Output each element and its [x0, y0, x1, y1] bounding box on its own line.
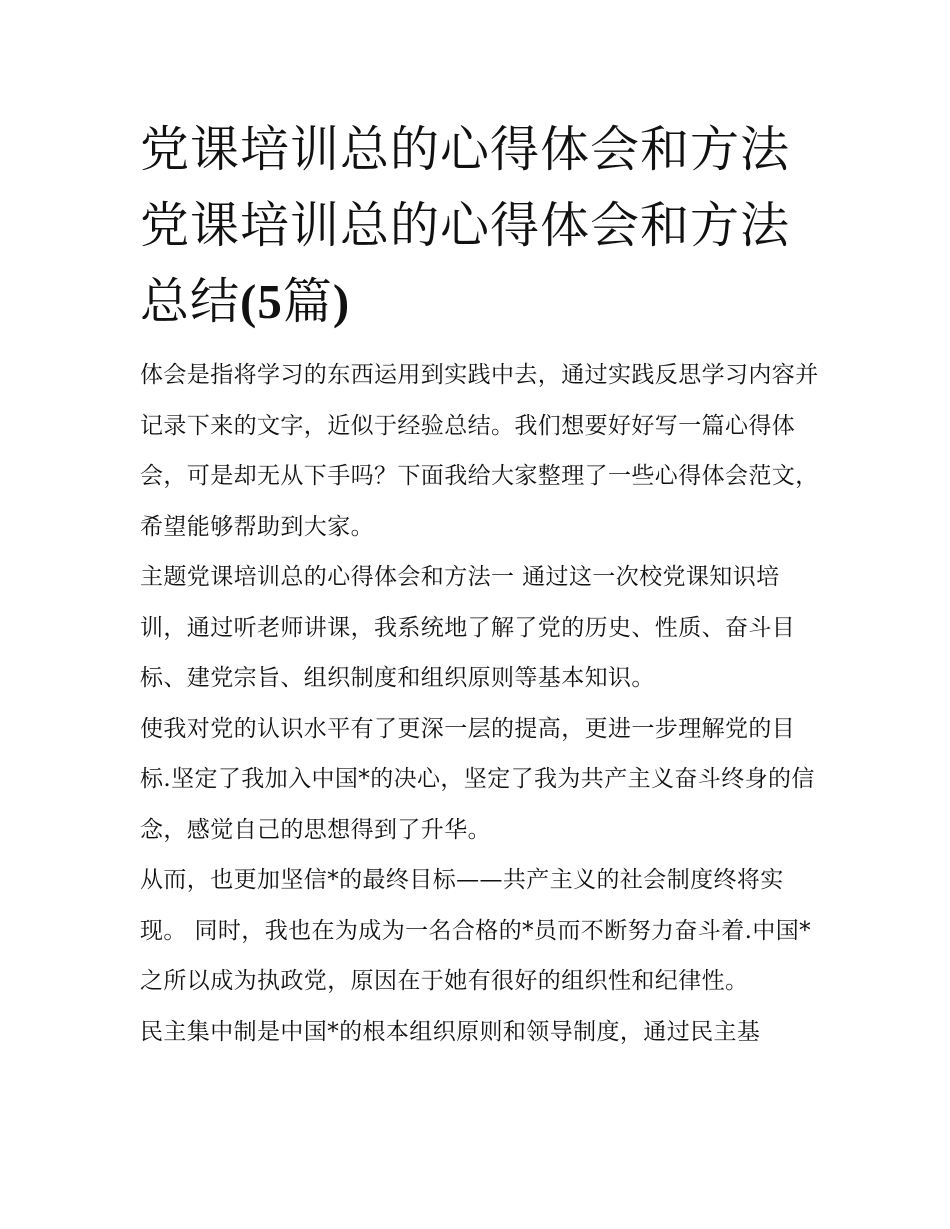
paragraph-belief: 从而，也更加坚信*的最终目标——共产主义的社会制度终将实现。 同时，我也在为成为一名合格的*员而不断努力奋斗着.中国*之所以成为执政党，原因在于她有很好的组织性和纪律性。: [140, 867, 812, 994]
paragraph-democratic-centralism: 民主集中制是中国*的根本组织原则和领导制度，通过民主基: [140, 1018, 761, 1045]
document-title: 党课培训总的心得体会和方法党课培训总的心得体会和方法总结(5篇): [140, 121, 791, 330]
document-page: [140, 112, 820, 1057]
paragraph-topic-one: 主题党课培训总的心得体会和方法一 通过这一次校党课知识培训，通过听老师讲课，我系统地了解了党的历史、性质、奋斗目标、建党宗旨、组织制度和组织原则等基本知识。: [140, 564, 796, 691]
paragraph-understanding: 使我对党的认识水平有了更深一层的提高，更进一步理解党的目标.坚定了我加入中国*的决心，坚定了我为共产主义奋斗终身的信念，感觉自己的思想得到了升华。: [140, 715, 815, 843]
paragraph-intro: 体会是指将学习的东西运用到实践中去，通过实践反思学习内容并记录下来的文字，近似于经验总结。我们想要好好写一篇心得体会，可是却无从下手吗？下面我给大家整理了一些心得体会范文，希望能够帮助到大家。: [140, 362, 819, 540]
